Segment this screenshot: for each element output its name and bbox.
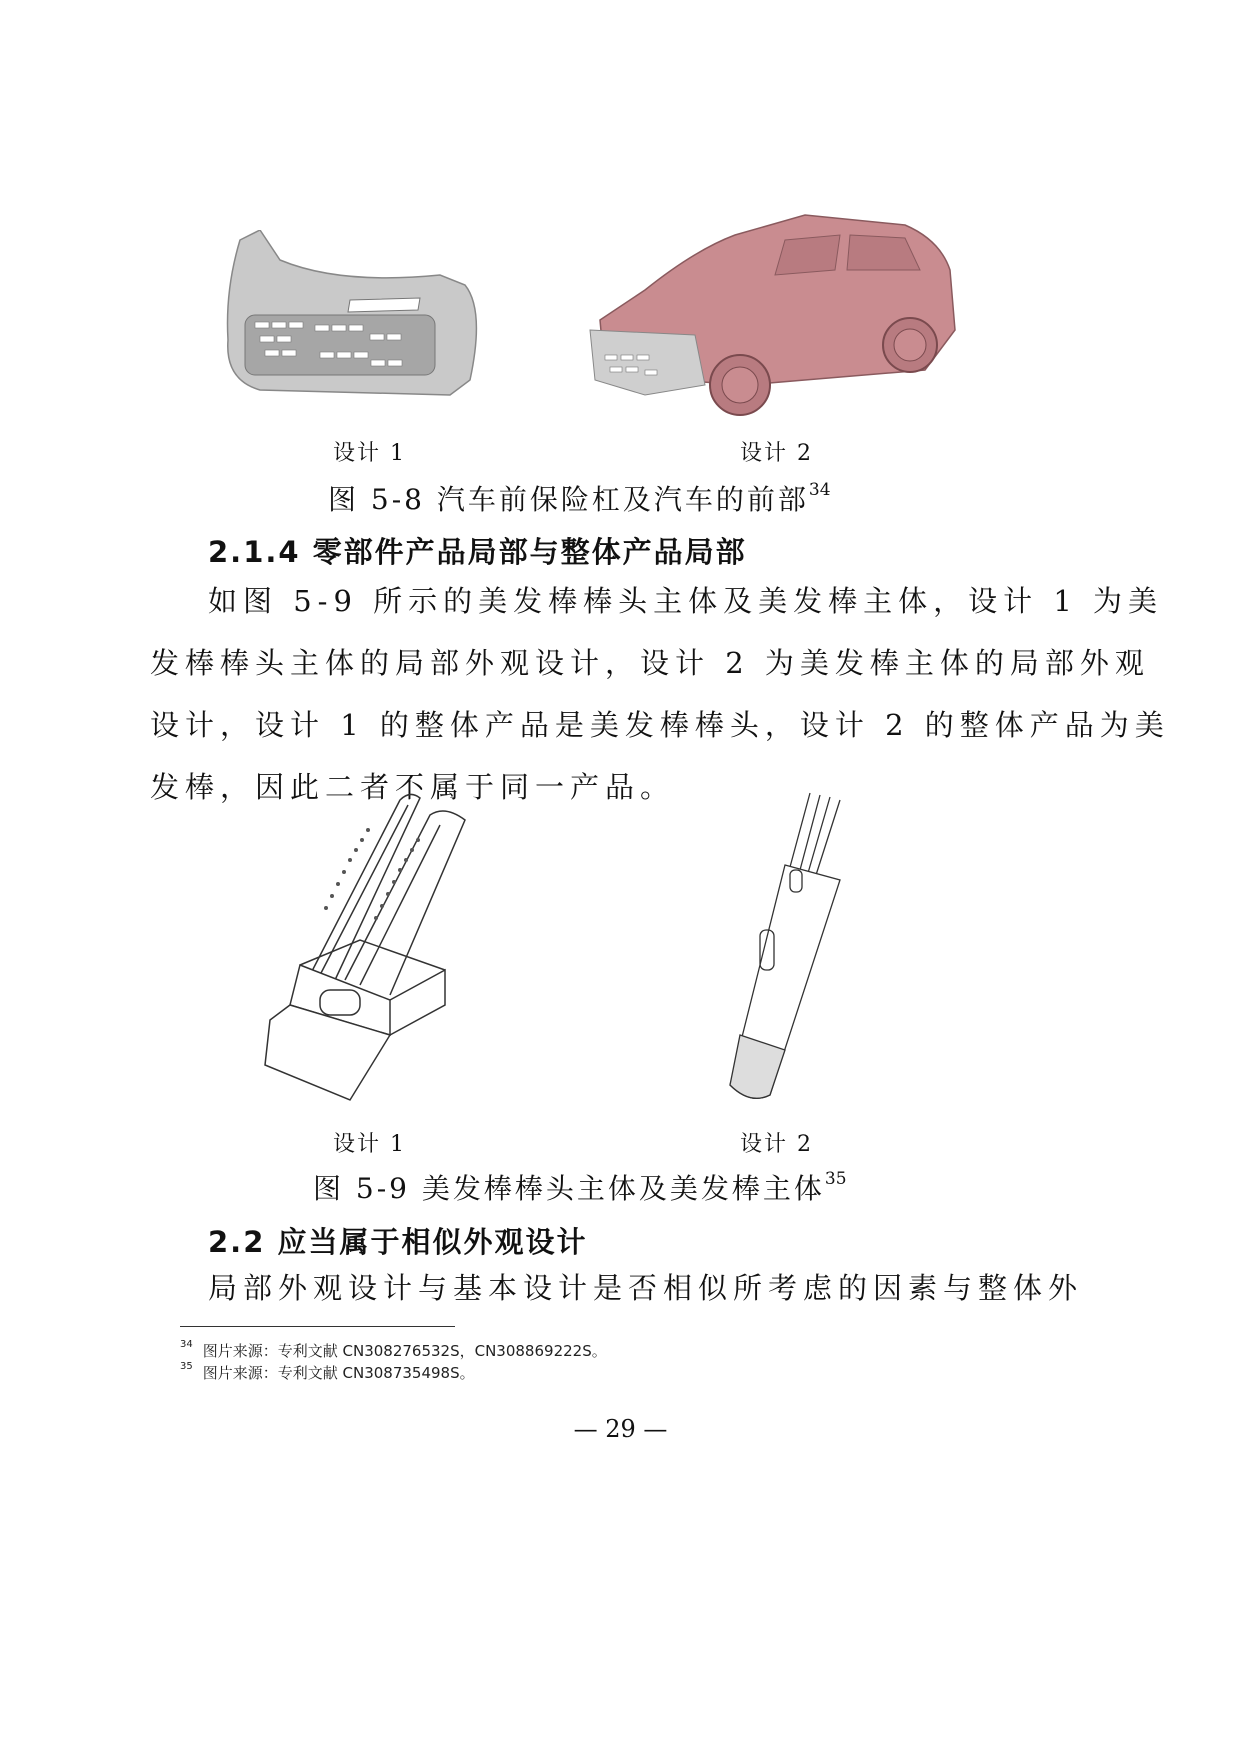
figure-5-9-caption [313,1167,847,1207]
figure-5-9-design-2-image [690,785,870,1115]
figure-5-8-caption-text: 图 5-8 汽车前保险杠及汽车的前部 [328,483,809,516]
footnote-35 [180,1362,475,1383]
footnote-34 [180,1340,607,1361]
footnote-ref-35: 35 [824,1168,847,1189]
paragraph-line-1: 如图 5-9 所示的美发棒棒头主体及美发棒主体，设计 1 为美 [208,584,1164,618]
footnote-divider [180,1326,455,1327]
section-2-1-4-paragraph [150,570,1170,818]
footnote-34-text: 图片来源：专利文献 CN308276532S，CN308869222S。 [202,1342,607,1360]
paragraph-line-3: 设计，设计 1 的整体产品是美发棒棒头，设计 2 的整体产品为美 [150,708,1170,742]
figure-5-8-caption [328,478,831,518]
figure-5-9-design-1-image [250,790,490,1110]
section-2-2-paragraph: 局部外观设计与基本设计是否相似所考虑的因素与整体外 [208,1271,1084,1305]
section-2-2-heading: 2.2 应当属于相似外观设计 [208,1225,588,1259]
paragraph-line-2: 发棒棒头主体的局部外观设计，设计 2 为美发棒主体的局部外观 [150,646,1150,680]
figure-5-9-caption-text: 图 5-9 美发棒棒头主体及美发棒主体 [313,1172,825,1205]
footnote-35-ref: 35 [180,1361,193,1372]
footnote-ref-34: 34 [808,479,831,500]
footnote-34-ref: 34 [180,1339,193,1350]
figure-5-9-label-design-1: 设计 1 [333,1132,406,1157]
figure-5-8-design-1-image [220,230,500,410]
footnote-35-text: 图片来源：专利文献 CN308735498S。 [202,1364,475,1382]
figure-5-8-design-2-image [585,210,960,425]
page-number: — 29 — [573,1415,668,1443]
paragraph-line-4: 发棒，因此二者不属于同一产品。 [150,770,676,804]
figure-5-8-label-design-2: 设计 2 [740,441,813,466]
figure-5-9-label-design-2: 设计 2 [740,1132,813,1157]
section-2-1-4-heading: 2.1.4 零部件产品局部与整体产品局部 [208,535,747,569]
figure-5-8-label-design-1: 设计 1 [333,441,406,466]
